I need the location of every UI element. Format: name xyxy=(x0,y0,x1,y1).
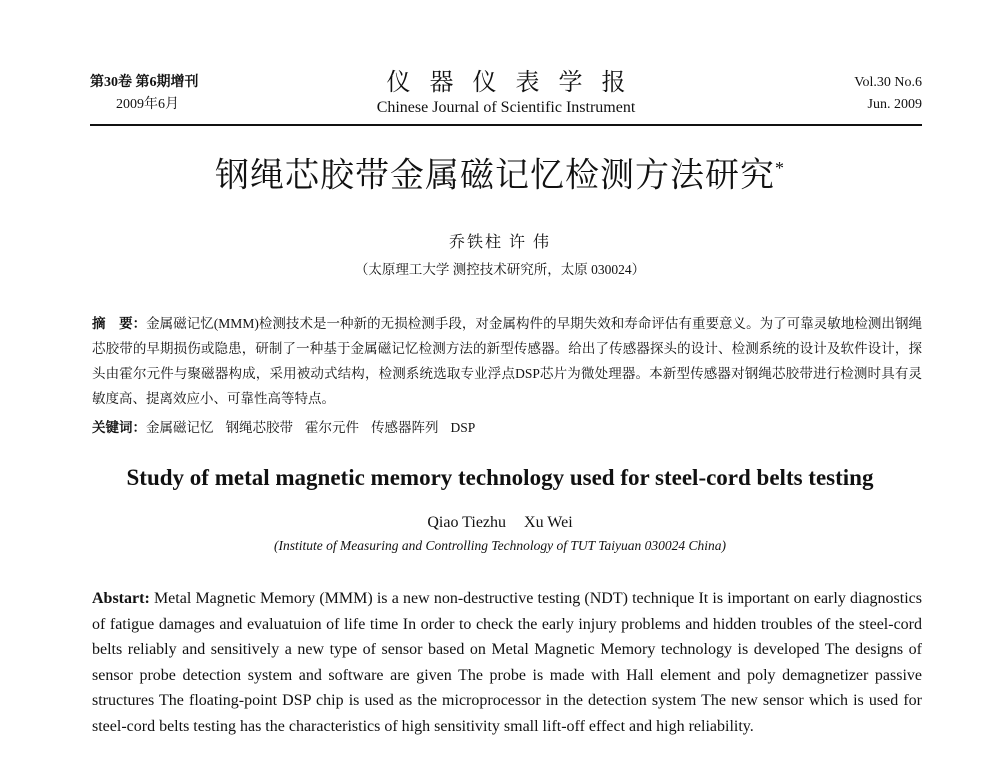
affiliation-en: (Institute of Measuring and Controlling Technology of TUT Taiyuan 030024 China) xyxy=(273,538,727,553)
title-footnote-mark: * xyxy=(775,158,785,178)
header-left xyxy=(90,72,290,116)
header-right xyxy=(722,72,922,116)
keyword: 钢绳芯胶带 xyxy=(225,420,293,435)
journal-name-en: Chinese Journal of Scientific Instrument xyxy=(376,99,636,116)
paper-title-cn-text: 钢绳芯胶带金属磁记忆检测方法研究 xyxy=(215,157,775,195)
abstract-en-text: Metal Magnetic Memory (MMM) is a new non-destructive testing (NDT) technique It is important on early diagnostics of fatigue damages and evaluatuion of life time In order to check the early injury problems and hidden troubles of the steel-cord belts reliably and sensitively a new type of sensor based on Metal Magnetic Memory technology is developed The designs of sensor probe detection system and software are given The probe is made with Hall element and poly demagnetizer passive structures The floating-point DSP chip is used as the microprocessor in the detection system The new sensor which is used for steel-cord belts testing has the characteristics of high sensitivity small lift-off effect and high reliability. xyxy=(92,590,923,735)
paper-title-cn xyxy=(0,146,1000,198)
keyword: 霍尔元件 xyxy=(305,420,359,435)
author-name: Qiao Tiezhu xyxy=(427,514,507,531)
date-cn: 2009年6月 xyxy=(116,97,179,112)
abstract-cn-text: 金属磁记忆(MMM)检测技术是一种新的无损检测手段，对金属构件的早期失效和寿命评估有重要意义。为了可靠灵敏地检测出钢绳芯胶带的早期损伤或隐患，研制了一种基于金属磁记忆检测方法的新型传感器。给出了传感器探头的设计、检测系统的设计及软件设计，探头由霍尔元件与聚磁器构成，采用被动式结构，检测系统选取专业浮点DSP芯片为微处理器。本新型传感器对钢绳芯胶带进行检测时具有灵敏度高、提离效应小、可靠性高等特点。 xyxy=(92,316,922,406)
journal-name-cn: 仪器仪表学报 xyxy=(386,70,645,96)
journal-header xyxy=(90,72,922,126)
volume-issue-en: Vol.30 No.6 xyxy=(854,75,922,90)
abstract-cn-label: 摘 要： xyxy=(92,316,147,331)
abstract-en-label: Abstart: xyxy=(92,590,150,607)
abstract-cn xyxy=(92,311,922,411)
authors-en xyxy=(0,512,1000,534)
keywords-cn-label: 关键词： xyxy=(92,420,146,435)
header-center xyxy=(306,69,706,119)
keyword: 传感器阵列 xyxy=(371,420,439,435)
volume-issue-cn: 第30卷 第6期增刊 xyxy=(90,75,199,90)
keywords-cn xyxy=(92,417,922,439)
paper-title-en: Study of metal magnetic memory technology used for steel-cord belts testing xyxy=(126,465,874,490)
date-en: Jun. 2009 xyxy=(867,97,922,112)
authors-cn: 乔铁柱 许 伟 xyxy=(448,234,551,251)
keyword: DSP xyxy=(450,420,476,435)
abstract-en xyxy=(92,586,922,739)
author-name: Xu Wei xyxy=(524,514,573,531)
keyword: 金属磁记忆 xyxy=(146,420,214,435)
affiliation-cn: （太原理工大学 测控技术研究所，太原 030024） xyxy=(354,262,646,277)
